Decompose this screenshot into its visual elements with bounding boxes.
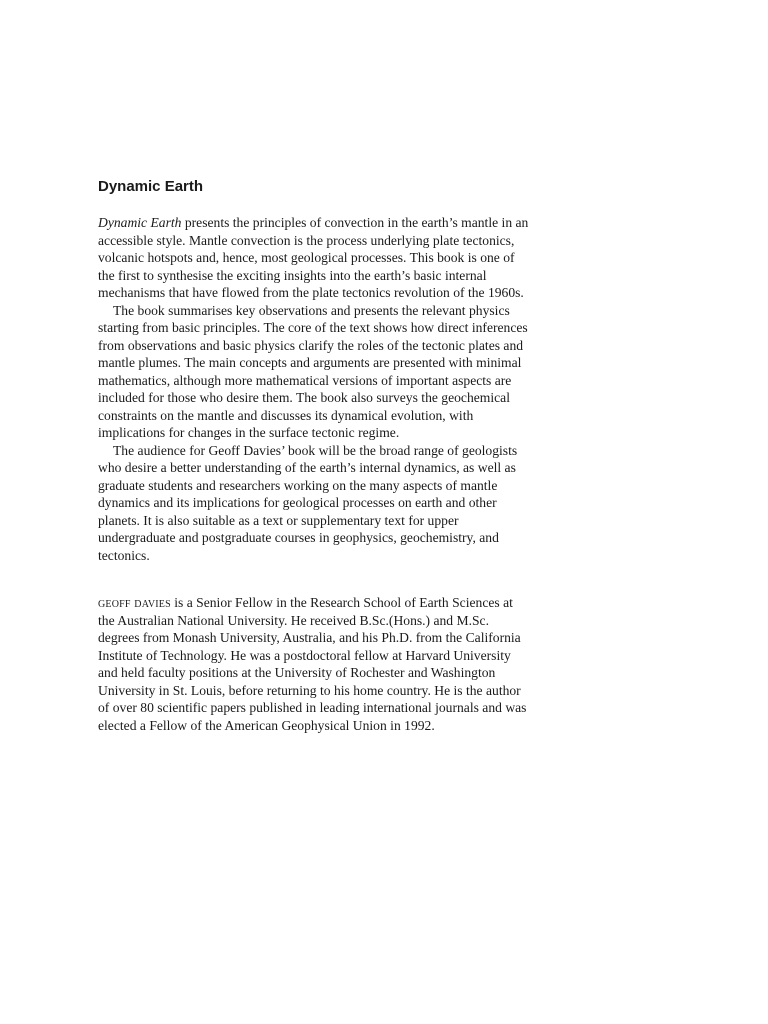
description-section (98, 214, 530, 564)
description-paragraph-1-text: presents the principles of convection in the earth’s mantle in an accessible style. Mantle convection is the process underlying plate tectonics, volcanic hotspots and, hence, most geological processes. This book is one of the first to synthesise the exciting insights into the earth’s basic internal mechanisms that have flowed from the plate tectonics revolution of the 1960s. (98, 215, 529, 300)
description-paragraph-2: The book summarises key observations and presents the relevant physics starting from basic principles. The core of the text shows how direct inferences from observations and basic physics clarify the roles of the tectonic plates and mantle plumes. The main concepts and arguments are presented with minimal mathematics, although more mathematical versions of important aspects are included for those who desire them. The book also surveys the geochemical constraints on the mantle and discusses its dynamical evolution, with implications for changes in the surface tectonic regime. (98, 302, 528, 440)
author-bio-paragraph (98, 594, 530, 734)
book-title-italic: Dynamic Earth (98, 215, 182, 230)
author-name: geoff davies (98, 595, 171, 610)
book-blurb-page (98, 178, 530, 734)
page-title: Dynamic Earth (98, 178, 204, 195)
description-paragraph-1 (98, 214, 530, 302)
author-bio-section (98, 594, 530, 734)
description-paragraph-3: The audience for Geoff Davies’ book will be the broad range of geologists who desire a better understanding of the earth’s internal dynamics, as well as graduate students and researchers working on the many aspects of mantle dynamics and its implications for geological processes on earth and other planets. It is also suitable as a text or supplementary text for upper undergraduate and postgraduate courses in geophysics, geochemistry, and tectonics. (98, 442, 518, 563)
author-bio-text: is a Senior Fellow in the Research School of Earth Sciences at the Australian National University. He received B.Sc.(Hons.) and M.Sc. degrees from Monash University, Australia, and his Ph.D. from the California Institute of Technology. He was a postdoctoral fellow at Harvard University and held faculty positions at the University of Rochester and Washington University in St. Louis, before returning to his home country. He is the author of over 80 scientific papers published in leading international journals and was elected a Fellow of the American Geophysical Union in 1992. (98, 595, 527, 733)
